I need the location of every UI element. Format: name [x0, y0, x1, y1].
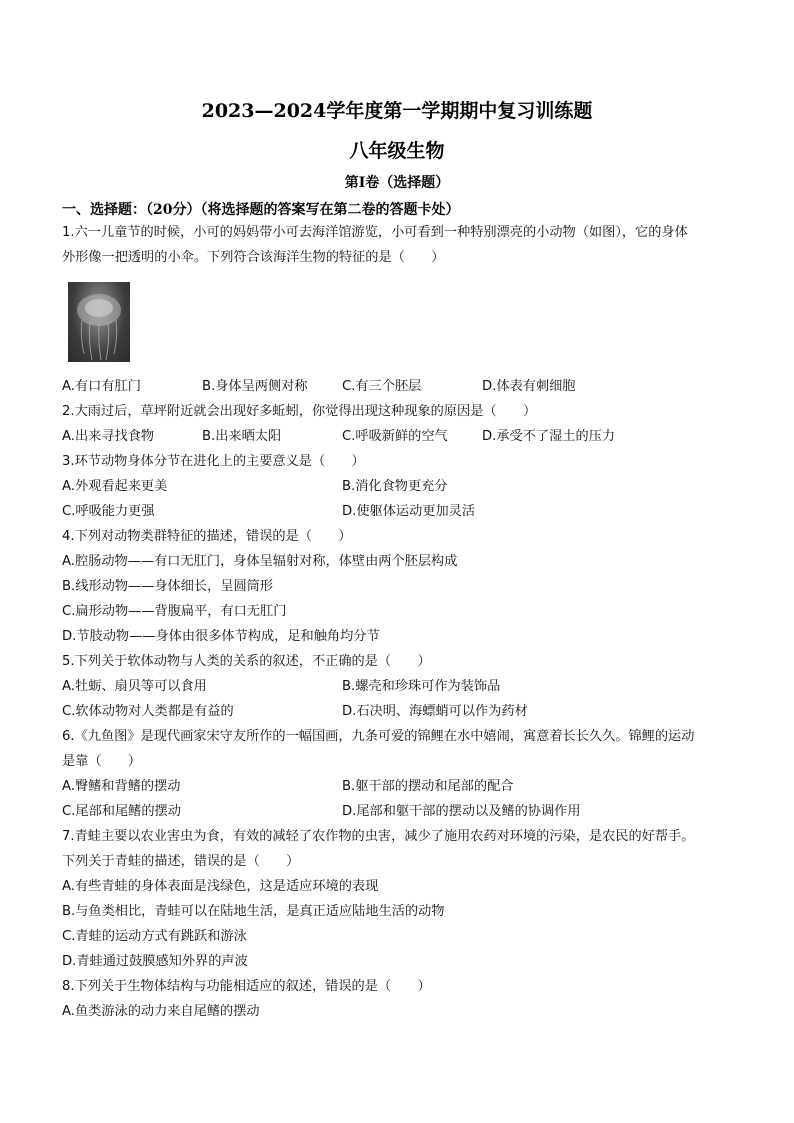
q3-stem: 3.环节动物身体分节在进化上的主要意义是（ ） — [62, 454, 365, 469]
q2-option-d: D.承受不了湿土的压力 — [482, 429, 616, 444]
q2-stem: 2.大雨过后，草坪附近就会出现好多蚯蚓，你觉得出现这种现象的原因是（ ） — [62, 404, 537, 419]
q1-option-a: A.有口有肛门 — [62, 379, 141, 394]
q3-option-d: D.使躯体运动更加灵活 — [342, 504, 476, 519]
q5-option-b: B.螺壳和珍珠可作为装饰品 — [342, 679, 501, 694]
q1-option-c: C.有三个胚层 — [342, 379, 422, 394]
q7-option-b: B.与鱼类相比，青蛙可以在陆地生活，是真正适应陆地生活的动物 — [62, 904, 445, 919]
q6-stem-line1: 6.《九鱼图》是现代画家宋守友所作的一幅国画，九条可爱的锦鲤在水中嬉闹，寓意着长长久久。锦鲤的运动 — [62, 729, 695, 744]
q2-option-b: B.出来晒太阳 — [202, 429, 282, 444]
q4-option-b: B.线形动物——身体细长，呈圆筒形 — [62, 579, 274, 594]
jellyfish-illustration — [68, 282, 130, 362]
q7-option-a: A.有些青蛙的身体表面是浅绿色，这是适应环境的表现 — [62, 879, 379, 894]
jellyfish-photo — [68, 282, 130, 362]
q1-stem-line2: 外形像一把透明的小伞。下列符合该海洋生物的特征的是（ ） — [62, 250, 445, 265]
q7-option-d: D.青蛙通过鼓膜感知外界的声波 — [62, 954, 248, 969]
q3-option-b: B.消化食物更充分 — [342, 479, 448, 494]
subject-title: 八年级生物 — [349, 140, 445, 162]
q1-option-d: D.体表有刺细胞 — [482, 379, 576, 394]
q6-option-d: D.尾部和躯干部的摆动以及鳍的协调作用 — [342, 804, 581, 819]
q6-option-a: A.臀鳍和背鳍的摆动 — [62, 779, 181, 794]
part-title: 第Ⅰ卷（选择题） — [344, 175, 450, 191]
q3-option-c: C.呼吸能力更强 — [62, 504, 155, 519]
q5-option-a: A.牡蛎、扇贝等可以食用 — [62, 679, 207, 694]
q6-option-c: C.尾部和尾鳍的摆动 — [62, 804, 181, 819]
exam-title: 2023—2024学年度第一学期期中复习训练题 — [201, 100, 593, 122]
q4-option-d: D.节肢动物——身体由很多体节构成，足和触角均分节 — [62, 629, 380, 644]
q1-option-b: B.身体呈两侧对称 — [202, 379, 308, 394]
q3-option-a: A.外观看起来更美 — [62, 479, 168, 494]
q2-option-c: C.呼吸新鲜的空气 — [342, 429, 448, 444]
q7-stem-line1: 7.青蛙主要以农业害虫为食，有效的减轻了农作物的虫害，减少了施用农药对环境的污染，是农民的好帮手。 — [62, 829, 695, 844]
q6-stem-line2: 是靠（ ） — [62, 754, 142, 769]
q6-option-b: B.躯干部的摆动和尾部的配合 — [342, 779, 514, 794]
q1-stem-line1: 1.六一儿童节的时候，小可的妈妈带小可去海洋馆游览，小可看到一种特别漂亮的小动物（如图），它的身体 — [62, 225, 688, 240]
q4-option-a: A.腔肠动物——有口无肛门，身体呈辐射对称，体壁由两个胚层构成 — [62, 554, 458, 569]
q4-option-c: C.扁形动物——背腹扁平，有口无肛门 — [62, 604, 287, 619]
section-heading: 一、选择题：（20分）（将选择题的答案写在第二卷的答题卡处） — [62, 202, 460, 218]
q5-stem: 5.下列关于软体动物与人类的关系的叙述，不正确的是（ ） — [62, 654, 431, 669]
q8-stem: 8.下列关于生物体结构与功能相适应的叙述，错误的是（ ） — [62, 979, 431, 994]
q7-stem-line2: 下列关于青蛙的描述，错误的是（ ） — [62, 854, 300, 869]
q4-stem: 4.下列对动物类群特征的描述，错误的是（ ） — [62, 529, 352, 544]
q2-option-a: A.出来寻找食物 — [62, 429, 155, 444]
q8-option-a: A.鱼类游泳的动力来自尾鳍的摆动 — [62, 1004, 260, 1019]
q7-option-c: C.青蛙的运动方式有跳跃和游泳 — [62, 929, 247, 944]
q5-option-c: C.软体动物对人类都是有益的 — [62, 704, 234, 719]
q5-option-d: D.石决明、海螵蛸可以作为药材 — [342, 704, 528, 719]
